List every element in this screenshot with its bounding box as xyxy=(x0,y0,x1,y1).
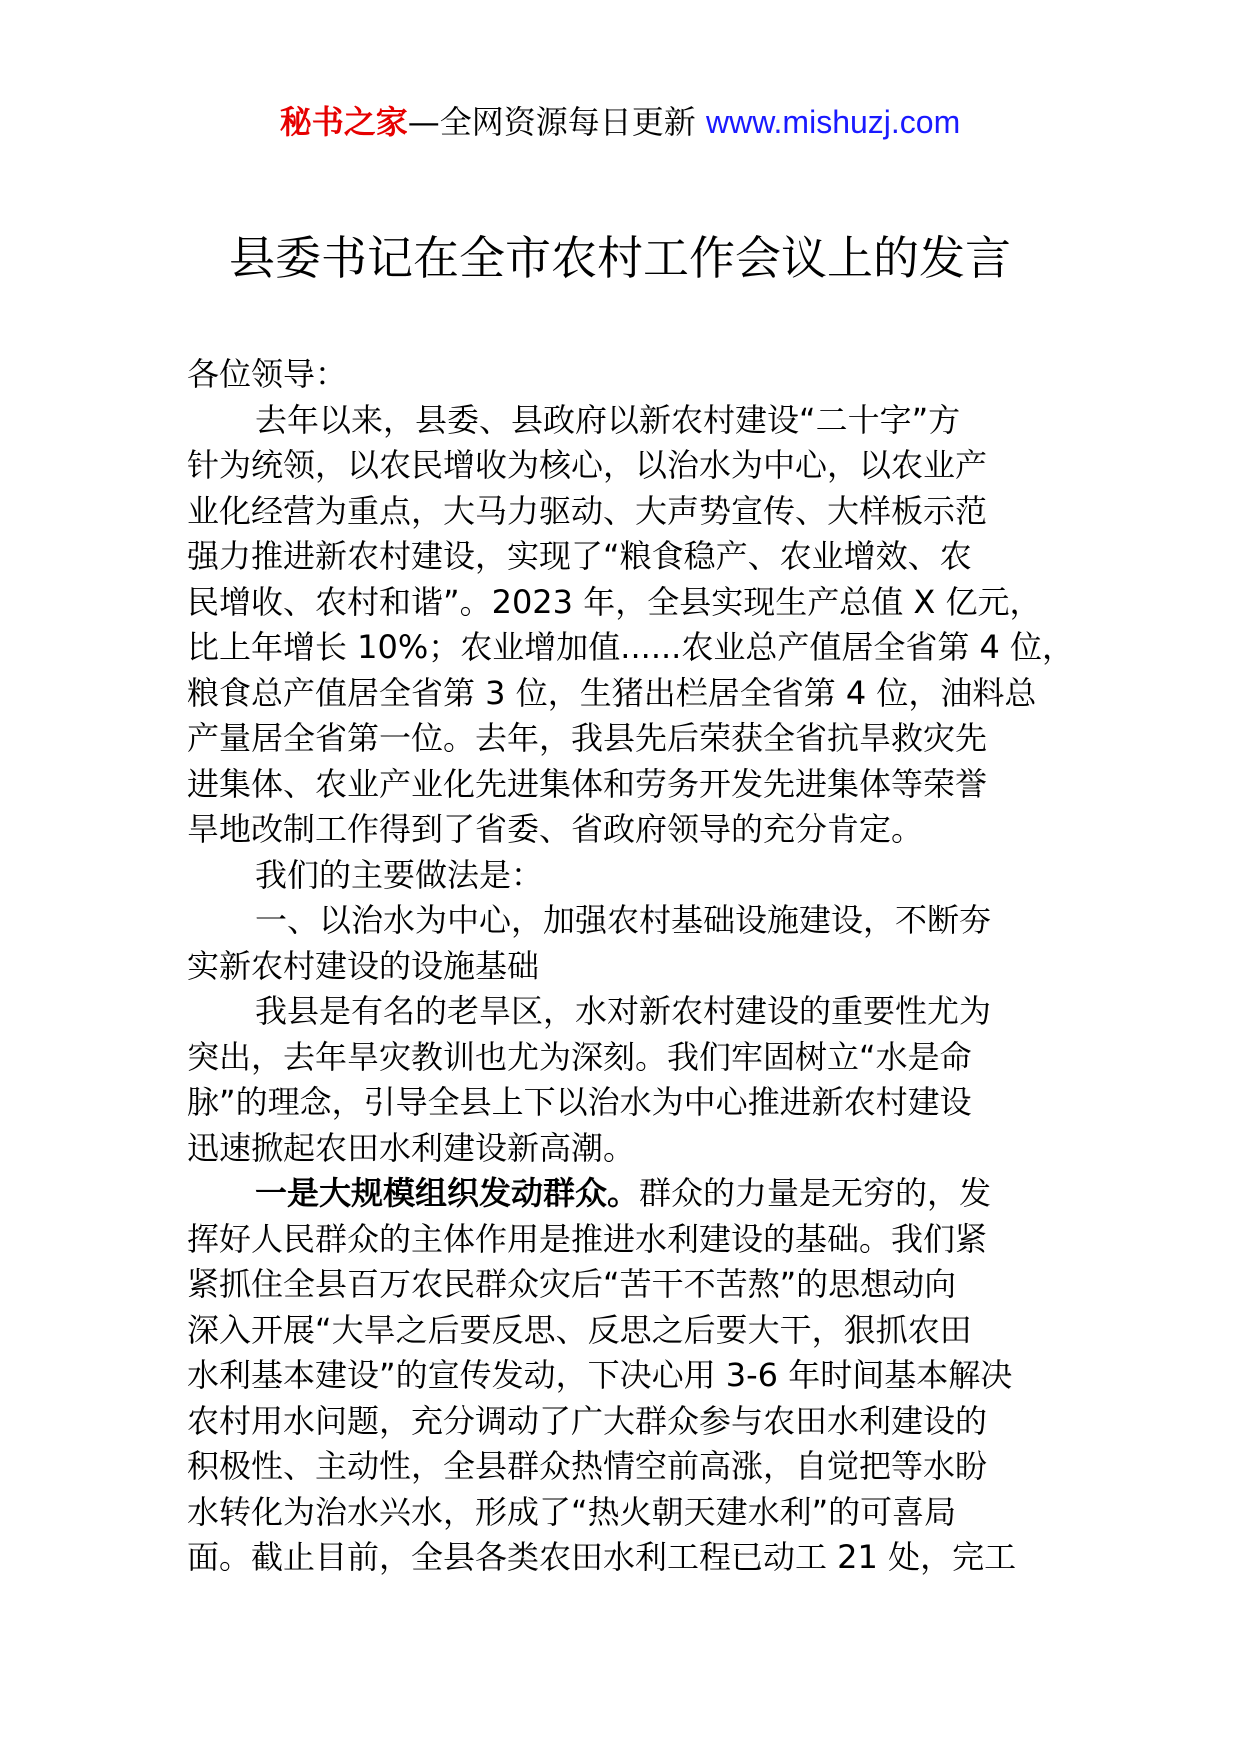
site-banner xyxy=(0,100,1240,144)
document-title: 县委书记在全市农村工作会议上的发言 xyxy=(229,231,1011,285)
paragraph-line: 农村用水问题，充分调动了广大群众参与农田水利建设的 xyxy=(187,1401,988,1440)
paragraph-line: 水转化为治水兴水，形成了“热火朝天建水利”的可喜局 xyxy=(187,1492,957,1531)
paragraph-line: 针为统领，以农民增收为核心，以治水为中心，以农业产 xyxy=(187,446,988,484)
brand-name: 秘书之家 xyxy=(279,103,408,141)
paragraph-line: 脉”的理念，引导全县上下以治水为中心推进新农村建设 xyxy=(187,1083,972,1121)
document-body xyxy=(187,352,1075,1581)
paragraph-line: 深入开展“大旱之后要反思、反思之后要大干，狠抓农田 xyxy=(187,1310,972,1349)
paragraph-line: 进集体、农业产业化先进集体和劳务开发先进集体等荣誉 xyxy=(187,764,988,803)
salutation: 各位领导： xyxy=(187,355,348,393)
paragraph-line: 产量居全省第一位。去年，我县先后荣获全省抗旱救灾先 xyxy=(187,719,988,757)
paragraph-line: 民增收、农村和谐”。2023 年，全县实现生产总值 X 亿元， xyxy=(187,582,1042,621)
paragraph-text: 群众的力量是无穷的，发 xyxy=(639,1174,992,1212)
paragraph-line xyxy=(187,1171,1067,1217)
paragraph-line: 去年以来，县委、县政府以新农村建设“二十字”方 xyxy=(255,400,961,439)
paragraph-line: 水利基本建设”的宣传发动，下决心用 3-6 年时间基本解决 xyxy=(187,1356,1013,1394)
paragraph-line: 紧抓住全县百万农民群众灾后“苦干不苦熬”的思想动向 xyxy=(187,1265,957,1303)
bold-lead-sentence: 一是大规模组织发动群众。 xyxy=(255,1174,640,1212)
section-heading: 一、以治水为中心，加强农村基础设施建设，不断夯 xyxy=(255,901,992,939)
paragraph-line: 业化经营为重点，大马力驱动、大声势宣传、大样板示范 xyxy=(187,491,988,530)
paragraph-line: 挥好人民群众的主体作用是推进水利建设的基础。我们紧 xyxy=(187,1219,988,1258)
paragraph-line: 比上年增长 10%；农业增加值......农业总产值居全省第 4 位， xyxy=(187,628,1075,666)
paragraph-line: 突出，去年旱灾教训也尤为深刻。我们牢固树立“水是命 xyxy=(187,1037,972,1076)
paragraph-line: 我县是有名的老旱区，水对新农村建设的重要性尤为 xyxy=(255,992,992,1030)
section-heading: 实新农村建设的设施基础 xyxy=(187,946,540,985)
paragraph-line: 积极性、主动性，全县群众热情空前高涨，自觉把等水盼 xyxy=(187,1447,988,1485)
paragraph-line: 旱地改制工作得到了省委、省政府领导的充分肯定。 xyxy=(187,810,924,848)
banner-slogan: —全网资源每日更新 xyxy=(407,103,706,141)
paragraph-line: 粮食总产值居全省第 3 位，生猪出栏居全省第 4 位，油料总 xyxy=(187,673,1037,712)
site-url-link[interactable]: www.mishuzj.com xyxy=(705,104,961,140)
paragraph-line: 面。截止目前，全县各类农田水利工程已动工 21 处，完工 xyxy=(187,1538,1017,1576)
paragraph-line: 迅速掀起农田水利建设新高潮。 xyxy=(187,1128,636,1167)
paragraph-line: 强力推进新农村建设，实现了“粮食稳产、农业增效、农 xyxy=(187,537,972,575)
paragraph-line: 我们的主要做法是： xyxy=(255,855,544,894)
